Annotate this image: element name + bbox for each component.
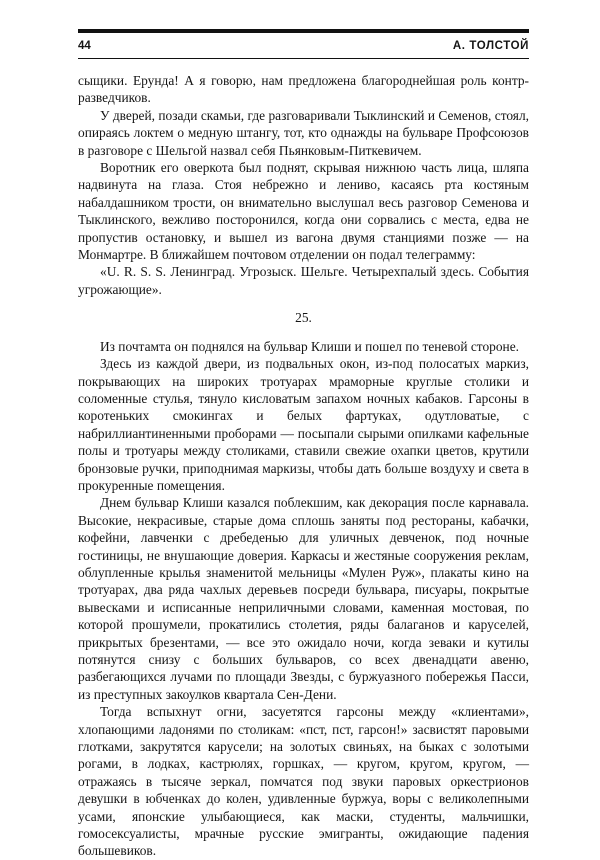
paragraph: Тогда вспыхнут огни, засуетятся гарсоны между «клиентами», хлопающими ладонями по столикам: «пст, пст, гарсон!» засвистят паровыми глотками, закрутятся карусели; на золотых свиньях, на быках с золотыми рогами, в лодках, кастрюлях, горшках, — кругом, кругом, кругом, — отражаясь в тысяче зеркал, помчатся под звуки паровых оркестрионов девушки в юбченках до колен, удивленные буржуа, воры с великолепными усами, японские улыбающиеся, как маски, студенты, мальчишки, гомосексуалисты, мрачные русские эмигранты, ожидающие падения большевиков. [78, 704, 529, 859]
header-rule-thick [78, 29, 529, 33]
paragraph: Здесь из каждой двери, из подвальных окон, из-под полосатых маркиз, покрывающих на широких тротуарах мраморные круглые столики и соломенные стулья, тянуло кисловатым запахом ночных кабаков. Гарсоны в коротеньких смокингах и белых фартуках, одутловатые, с набриллиантиненными проборами — посыпали сырыми опилками кафельные полы и тротуары между столиками, ставили свежие охапки цветов, крутили бронзовые ручки, приподнимая маркизы, чтобы дать больше воздуху и света в прокуренные помещения. [78, 356, 529, 493]
page-body [78, 72, 529, 860]
paragraph: У дверей, позади скамьи, где разговаривали Тыклинский и Семенов, стоял, опираясь локтем о медную штангу, тот, кто однажды на бульваре Профсоюзов в разговоре с Шельгой назвал себя Пьянковым-Питкевичем. [78, 107, 529, 158]
paragraph: сыщики. Ерунда! А я говорю, нам предложена благороднейшая роль контр-разведчиков. [78, 73, 529, 106]
paragraph: Воротник его оверкота был поднят, скрывая нижнюю часть лица, шляпа надвинута на глаза. Стоя небрежно и лениво, касаясь рта костяным набалдашником трости, он внимательно выслушал весь разговор Семенова и Тыклинского, вежливо посторонился, когда они сорвались с места, едва не пропустив остановку, и вышел из вагона двумя станциями позже — на Монмартре. В ближайшем почтовом отделении он подал телеграмму: [78, 160, 529, 263]
page-number: 44 [78, 40, 91, 52]
running-header [78, 38, 529, 56]
paragraph: Днем бульвар Клиши казался поблекшим, как декорация после карнавала. Высокие, некрасивые, старые дома сплошь заняты под рестораны, кабачки, кофейни, лавченки с дребеденью для уличных девченок, под ночные гостиницы, не внушающие доверия. Каркасы и жестяные сооружения реклам, облупленные крылья знаменитой мельницы «Мулен Руж», плакаты кино на тротуарах, два ряда чахлых деревьев посреди бульвара, писуары, покрытые вывесками и исписанные неприличными словами, каменная мостовая, по которой прошумели, прокатились столетия, ряды балаганов и каруселей, прикрытых брезентами, — все это ожидало ночи, когда зеваки и кутилы потянутся снизу с больших бульваров, со всех двенадцати авеню, разбегающихся лучами по площади Звезды, с буржуазного побережья Пасси, из преступных закоулков квартала Сен-Дени. [78, 495, 529, 702]
paragraph-telegram: «U. R. S. S. Ленинград. Угрозыск. Шельге. Четырехпалый здесь. События угрожающие». [78, 264, 529, 297]
paragraph: Из почтамта он поднялся на бульвар Клиши и пошел по теневой стороне. [100, 338, 520, 354]
header-rule-thin [78, 58, 529, 59]
running-head-author: А. ТОЛСТОЙ [452, 40, 529, 52]
chapter-number: 25. [295, 310, 312, 326]
